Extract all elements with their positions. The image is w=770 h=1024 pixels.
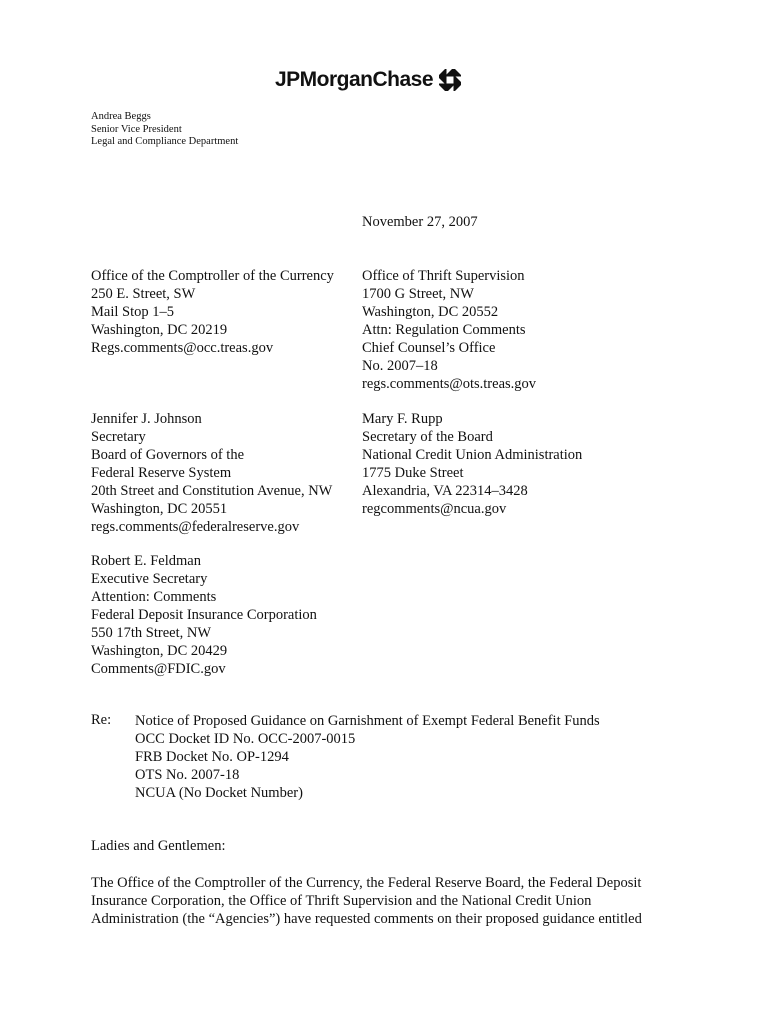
address-email: regcomments@ncua.gov: [362, 501, 507, 517]
octagon-logo-icon: [438, 68, 462, 92]
address-line: No. 2007–18: [362, 358, 438, 374]
sender-name: Andrea Beggs: [91, 111, 151, 122]
address-line: Attention: Comments: [91, 589, 217, 605]
address-line: 20th Street and Constitution Avenue, NW: [91, 483, 333, 499]
address-line: Attn: Regulation Comments: [362, 322, 526, 338]
body-line: Insurance Corporation, the Office of Thrift Supervision and the National Credit Union: [91, 893, 592, 909]
address-line: Mail Stop 1–5: [91, 304, 174, 320]
re-line: Notice of Proposed Guidance on Garnishment of Exempt Federal Benefit Funds: [135, 713, 600, 729]
letter-date: November 27, 2007: [362, 214, 478, 230]
address-line: Jennifer J. Johnson: [91, 411, 202, 427]
sender-department: Legal and Compliance Department: [91, 136, 239, 147]
address-line: Secretary: [91, 429, 146, 445]
address-line: Washington, DC 20429: [91, 643, 228, 659]
address-line: Office of Thrift Supervision: [362, 268, 525, 284]
re-line: FRB Docket No. OP-1294: [135, 749, 289, 765]
brand-name: JPMorganChase: [275, 68, 434, 91]
address-line: Office of the Comptroller of the Currency: [91, 268, 334, 284]
recipient-occ: [91, 267, 334, 357]
address-line: Board of Governors of the: [91, 447, 245, 463]
address-line: Washington, DC 20551: [91, 501, 228, 517]
address-line: Executive Secretary: [91, 571, 208, 587]
address-line: Washington, DC 20219: [91, 322, 228, 338]
recipient-ots: [362, 267, 536, 393]
body-line: The Office of the Comptroller of the Currency, the Federal Reserve Board, the Federal Deposit: [91, 875, 642, 891]
address-email: Comments@FDIC.gov: [91, 661, 226, 677]
company-logo: [275, 68, 462, 92]
sender-block: [91, 111, 238, 149]
recipient-frb: [91, 410, 332, 536]
salutation: Ladies and Gentlemen:: [91, 838, 226, 854]
body-line: Administration (the “Agencies”) have requested comments on their proposed guidance entitled: [91, 911, 642, 927]
body-paragraph: [91, 874, 691, 928]
address-email: regs.comments@ots.treas.gov: [362, 376, 537, 392]
address-line: 550 17th Street, NW: [91, 625, 212, 641]
recipient-fdic: [91, 552, 317, 678]
sender-title: Senior Vice President: [91, 123, 182, 135]
address-line: 1775 Duke Street: [362, 465, 464, 481]
address-line: Federal Deposit Insurance Corporation: [91, 607, 317, 623]
address-email: regs.comments@federalreserve.gov: [91, 519, 300, 535]
address-line: Robert E. Feldman: [91, 553, 201, 569]
address-line: Federal Reserve System: [91, 465, 232, 481]
re-line: OTS No. 2007-18: [135, 767, 240, 783]
address-email: Regs.comments@occ.treas.gov: [91, 340, 274, 356]
address-line: Chief Counsel’s Office: [362, 340, 496, 356]
re-line: NCUA (No Docket Number): [135, 785, 303, 801]
address-line: Alexandria, VA 22314–3428: [362, 483, 528, 499]
address-line: Secretary of the Board: [362, 429, 493, 445]
re-line: OCC Docket ID No. OCC-2007-0015: [135, 731, 356, 747]
address-line: National Credit Union Administration: [362, 447, 583, 463]
recipient-ncua: [362, 410, 582, 518]
address-line: 250 E. Street, SW: [91, 286, 196, 302]
address-line: Washington, DC 20552: [362, 304, 499, 320]
re-subject-block: [135, 712, 600, 802]
address-line: 1700 G Street, NW: [362, 286, 474, 302]
re-label: Re:: [91, 712, 112, 728]
address-line: Mary F. Rupp: [362, 411, 443, 427]
